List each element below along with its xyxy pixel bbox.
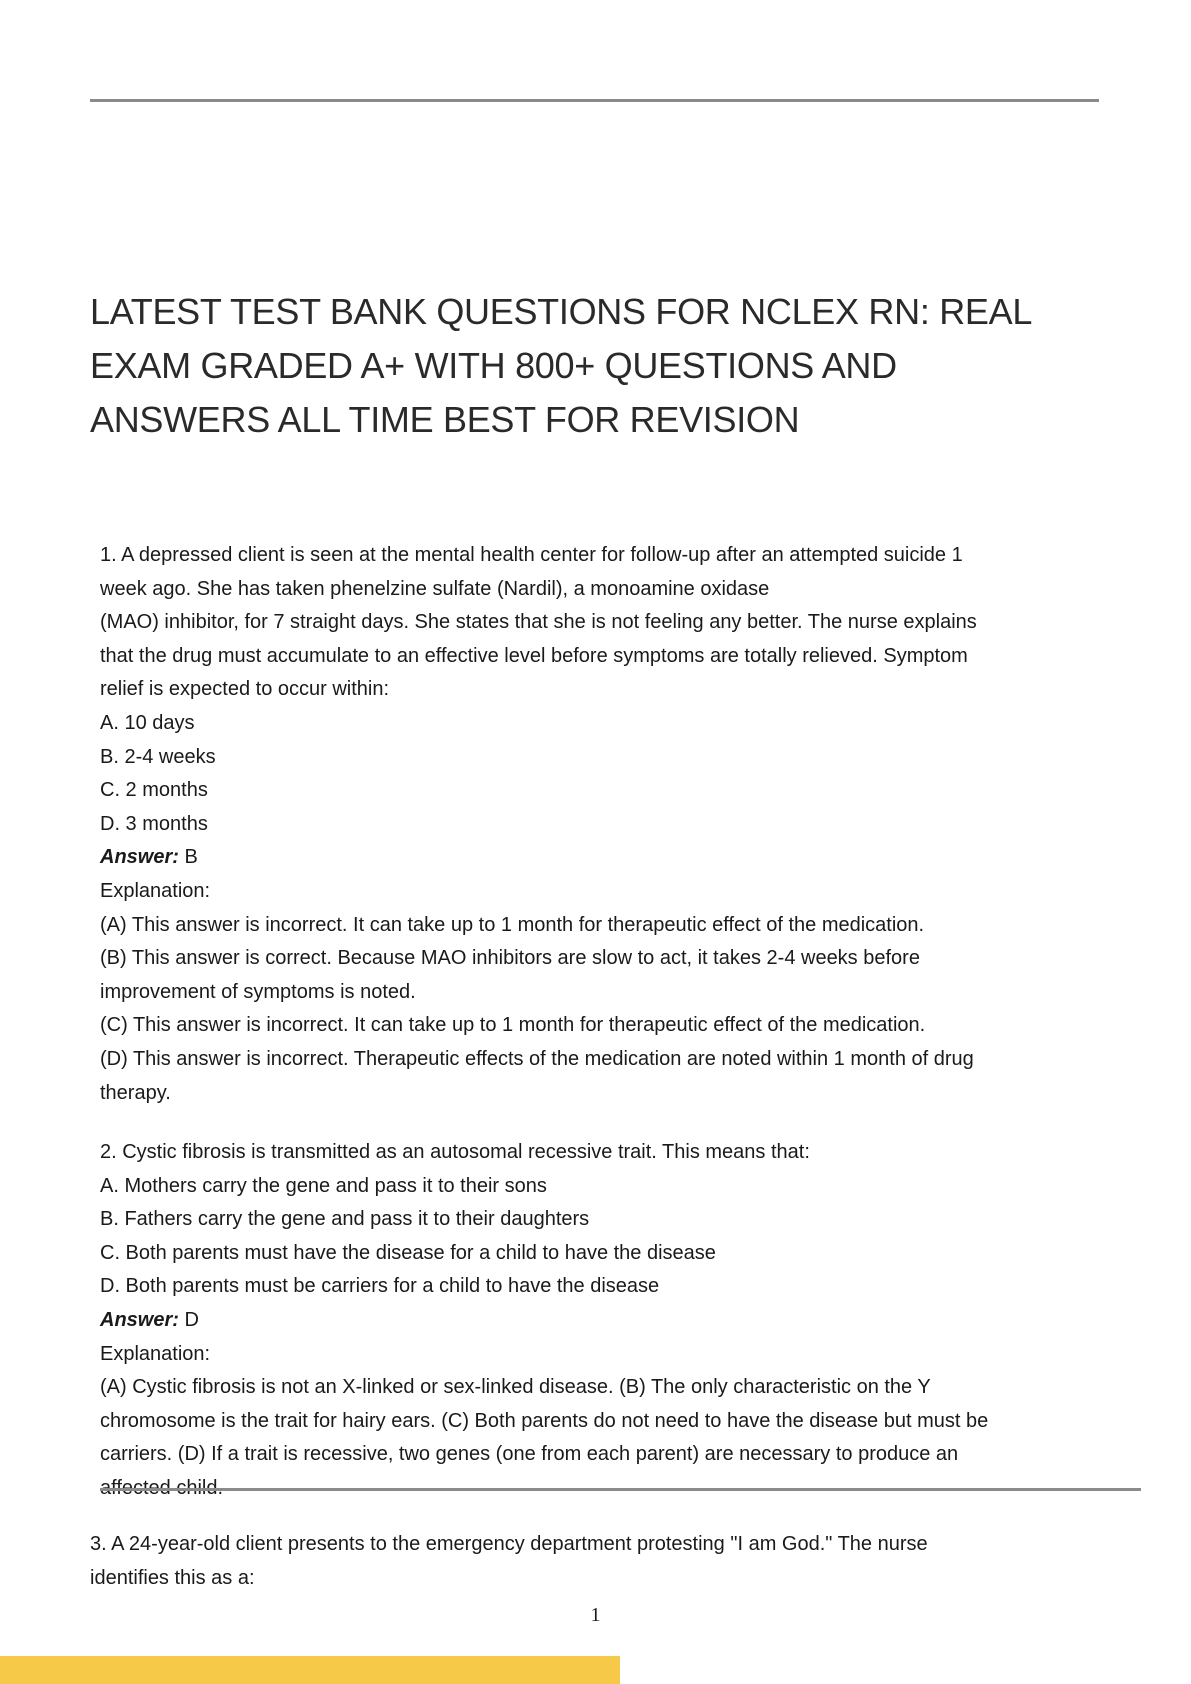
explanation-line: (D) This answer is incorrect. Therapeutic effects of the medication are noted within 1 month of drug [100,1047,974,1070]
question-3 [90,1528,1090,1595]
answer-line [100,841,1100,875]
title-line: ANSWERS ALL TIME BEST FOR REVISION [90,399,800,440]
answer-option: C. 2 months [100,779,208,802]
explanation-line: (C) This answer is incorrect. It can take up to 1 month for therapeutic effect of the medication. [100,1014,926,1037]
answer-label: Answer: [100,1308,179,1331]
explanation-line: therapy. [100,1081,171,1104]
question-stem-line: that the drug must accumulate to an effective level before symptoms are totally relieved. Symptom [100,644,968,667]
section-divider [100,1488,1141,1491]
explanation-line: chromosome is the trait for hairy ears. (C) Both parents do not need to have the disease but must be [100,1409,989,1432]
answer-option: B. 2-4 weeks [100,745,216,768]
page-number: 1 [590,1604,601,1626]
title-line: EXAM GRADED A+ WITH 800+ QUESTIONS AND [90,345,897,386]
explanation-line: carriers. (D) If a trait is recessive, two genes (one from each parent) are necessary to produce an [100,1443,959,1466]
question-stem-line: relief is expected to occur within: [100,678,390,701]
answer-value: D [178,1308,199,1331]
answer-option: C. Both parents must have the disease for a child to have the disease [100,1241,716,1264]
answer-option: A. 10 days [100,711,195,734]
question-stem-line: 1. A depressed client is seen at the mental health center for follow-up after an attempted suicide 1 [100,544,963,566]
answer-label: Answer: [100,846,179,869]
question-stem-line: (MAO) inhibitor, for 7 straight days. She states that she is not feeling any better. The nurse explains [100,611,977,634]
document-title [90,285,1110,447]
explanation-line: (A) This answer is incorrect. It can take up to 1 month for therapeutic effect of the medication. [100,913,925,936]
explanation-label: Explanation: [100,879,211,902]
answer-option: D. 3 months [100,812,208,835]
question-stem-line: week ago. She has taken phenelzine sulfate (Nardil), a monoamine oxidase [100,577,770,600]
answer-value: B [178,846,198,869]
question-stem-line: 3. A 24-year-old client presents to the emergency department protesting "I am God." The nurse [90,1533,928,1555]
answer-option: A. Mothers carry the gene and pass it to their sons [100,1174,547,1197]
question-stem-line: identifies this as a: [90,1566,255,1589]
explanation-label: Explanation: [100,1342,211,1365]
explanation-line: (B) This answer is correct. Because MAO inhibitors are slow to act, it takes 2-4 weeks before [100,947,920,970]
question-stem-line: 2. Cystic fibrosis is transmitted as an autosomal recessive trait. This means that: [100,1141,810,1163]
explanation-line: (A) Cystic fibrosis is not an X-linked or sex-linked disease. (B) The only characteristic on the Y [100,1376,931,1399]
answer-line [100,1304,1100,1338]
footer-accent-bar [0,1656,620,1684]
explanation-line: affected child. [100,1476,224,1499]
answer-option: B. Fathers carry the gene and pass it to their daughters [100,1208,590,1231]
answer-option: D. Both parents must be carriers for a child to have the disease [100,1275,660,1298]
explanation-line: improvement of symptoms is noted. [100,980,416,1003]
header-divider [90,99,1099,102]
title-line: LATEST TEST BANK QUESTIONS FOR NCLEX RN: REAL [90,291,1033,332]
question-1 [100,539,1100,1110]
question-2 [100,1136,1100,1506]
